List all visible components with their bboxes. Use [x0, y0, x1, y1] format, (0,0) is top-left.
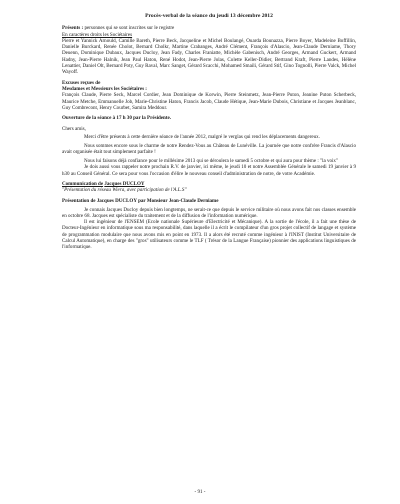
- presentation-paragraph: Je connais Jacques Ducloy depuis bien longtemps, ne serait-ce que depuis le service militaire où nous avons fait nos classes ensemble en octobre 68. Jacques est spécialiste du traitement et de la diffusion de l'information numérique.: [62, 206, 356, 219]
- body-paragraph: Merci d'être présents à cette dernière séance de l'année 2012, malgré le verglas qui rend les déplacements dangereux.: [84, 134, 320, 141]
- page-title: Procès-verbal de la séance du jeudi 13 décembre 2012: [145, 13, 273, 19]
- salutation: Chers amis,: [62, 125, 86, 132]
- opening-line: Ouverture de la séance à 17 h 30 par la Présidente.: [62, 115, 172, 122]
- presents-label: Présents :: [62, 25, 84, 32]
- presentation-heading: Présentation de Jacques DUCLOY par Monsieur Jean-Claude Derniame: [62, 197, 219, 204]
- presentation-paragraph: Il est ingénieur de l'ENSEM (Ecole nationale Supérieure d'Electricité et Mécanique). A la sortie de l'école, il a fait une thèse de Docteur-Ingénieur en informatique sous ma responsabilité, dans laquelle il a écrit le compilateur d'un gros projet collectif de langage et système de programmation modulaire que nous avons mis en point en 1973. Il a alors été recruté comme ingénieur à l'INIST (Institut Universitaire de Calcul Automatique), en charge des "gros" utilisateurs comme le TLF ( Trésor de la Langue Française) pionnier des applications linguistiques de l'informatique.: [62, 219, 356, 251]
- presents-names: Pierre et Yannick Arnould, Camille Bareth, Pierre Beck, Jacqueline et Michel Boulangé, Ouarda Bounazza, Pierre Boyer, Madeleine Boffillin, Danielle Burckard, Renée Cholot, Bernard Cholkr, Martine Crabanges, André Clément, François d'Alascio, Jean-Claude Derniame, Thory Deuenn, Dominique Dubaux, Jacques Ducloy, Jean Fady, Charles Franiatte, Michèle Gabenisch, André Georges, Armand Guckert, Armand Hadny, Jean-Pierre Halnik, Jean Paul Haton, René Hodot, Jean-Pierre Jolas, Colette Keller-Didier, Bertrand Kraft, Pierre Landes, Hélène Lenattier, Daniel Olt, Bernard Poty, Guy Raval, Marc Sanget, Gérard Scacchi, Mohamed Smaili, Gérard Stif, Gino Tognolli, Pierre Valck, Michel Wayoff.: [62, 37, 356, 76]
- excuses-names: François Claude, Pierre Seck, Marcel Cordier, Jean Dominique de Korwin, Pierre Steinmetz, Jean-Pierre Puton, Jeanine Puton Scherbeck, Maurice Metche, Emmanuelle Job, Marie-Christine Haton, Francis Jacob, Claude Hétique, Jean-Marie Dubois, Christiane et Jacques Jeanblanc, Guy Combrecont, Henry Courbet, Samira Meddour.: [62, 92, 356, 111]
- body-paragraph: Nous sommes encore sous le charme de notre Rendez-Vous au Château de Lunéville. La journée que notre confrère Francis d'Alascio avait organisée était tout simplement parfaite !: [62, 143, 356, 156]
- communication-speaker: Jacques DUCLOY: [104, 181, 145, 188]
- presents-intro: personnes qui se sont inscrites sur le registre: [84, 25, 175, 32]
- presents-subhead: En caractères droits les Sociétaires: [62, 31, 133, 38]
- communication-label: Communication de: [62, 181, 104, 188]
- excuses-heading: Excuses reçues de: [62, 79, 101, 86]
- body-paragraph: Je dois aussi vous rappeler notre prochain R.V. de janvier, ici même, le jeudi 10 et notre Assemblée Générale le samedi 19 janvier à 9 h30 au Conseil Général. Ce sera pour vous l'occasion d'élire le nouveau conseil d'administration de notre, de votre Académie.: [62, 164, 356, 177]
- body-paragraph: Nous lui faisons déjà confiance pour le millésime 2013 qui se déroulera le samedi 5 octobre et qui aura pour thème : "la voix": [84, 158, 339, 165]
- excuses-subheading: Mesdames et Messieurs les Sociétaires :: [62, 86, 147, 92]
- page-number: - 91 -: [194, 489, 206, 495]
- communication-note: "Présentation du réseau Wiera, avec participation de l'A.L.S": [62, 187, 187, 194]
